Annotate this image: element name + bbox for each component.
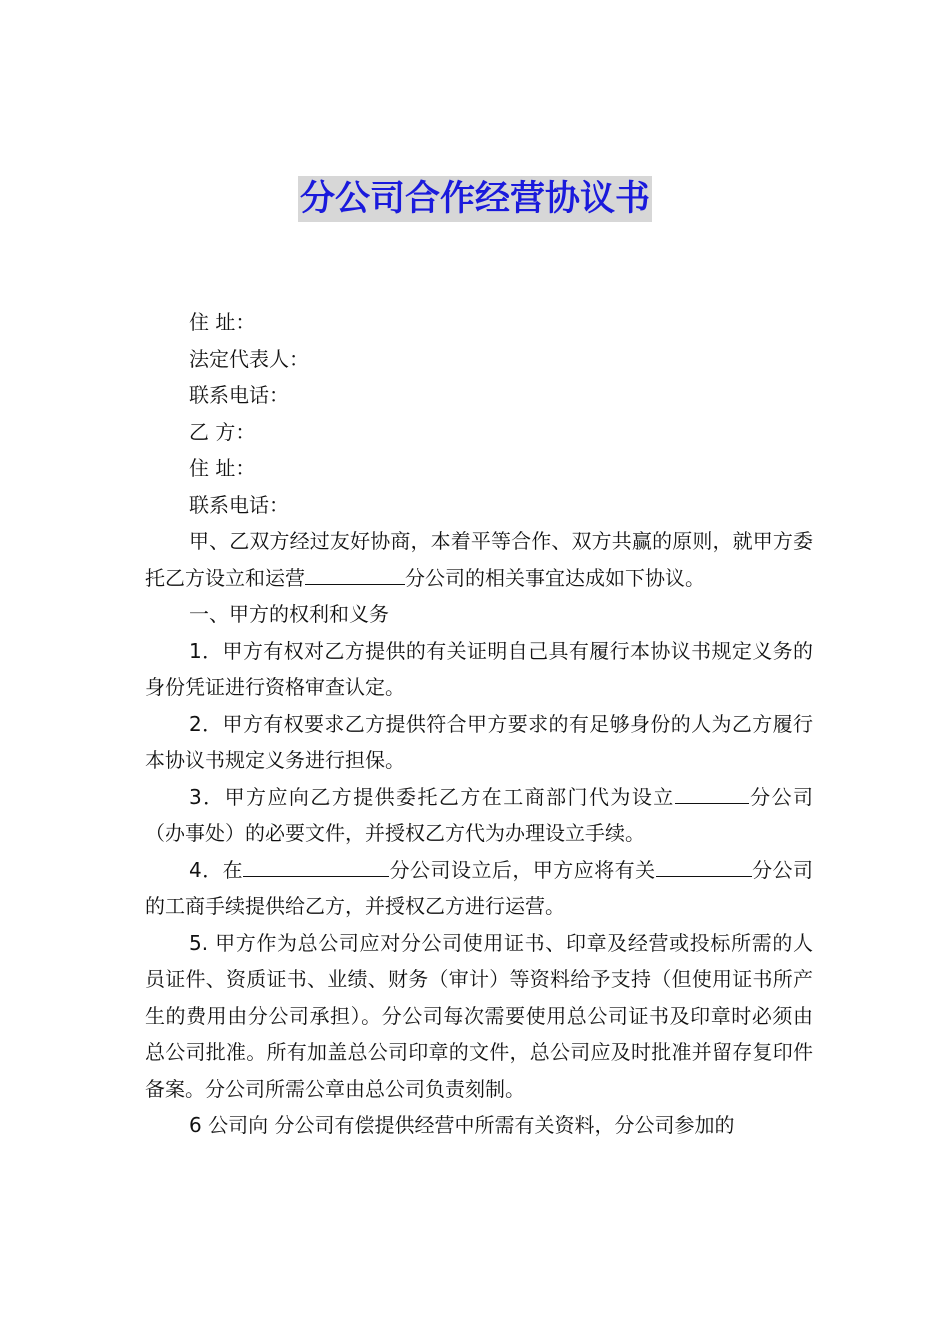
document-title: 分公司合作经营协议书 [298,176,652,222]
party-b-address: 住 址： [189,456,256,480]
fill-blank [243,854,389,877]
document-title-block [0,176,950,222]
intro-paragraph [145,523,813,596]
clause-4-text-c: 分公司的工商手续提供给乙方，并授权乙方进行运营。 [145,857,814,918]
fill-blank [305,562,405,585]
clause-4 [145,852,813,925]
clause-3-text-after: 分公司（办事处）的必要文件，并授权乙方代为办理设立手续。 [145,784,814,845]
party-b-phone: 联系电话： [189,492,289,517]
fill-blank [675,781,749,804]
legal-representative: 法定代表人： [189,346,309,371]
clause-3-text-before: 3．甲方应向乙方提供委托乙方在工商部门代为设立 [189,784,675,809]
clause-6: 6 公司向 分公司有偿提供经营中所需有关资料，分公司参加的 [189,1113,735,1137]
clause-5: 5. 甲方作为总公司应对分公司使用证书、印章及经营或投标所需的人员证件、资质证书、业绩、财务（审计）等资料给予支持（但使用证书所产生的费用由分公司承担）。分公司每次需要使用总公司证书及印章时必须由总公司批准。所有加盖总公司印章的文件，总公司应及时批准并留存复印件备案。分公司所需公章由总公司负责刻制。 [145,930,813,1101]
clause-4-text-a: 4．在 [189,857,244,882]
party-a-phone: 联系电话： [189,383,289,407]
clause-3 [145,779,813,852]
fill-blank [656,854,752,877]
party-b-label: 乙 方： [189,419,256,444]
party-a-address: 住 址： [189,310,256,334]
clause-2: 2．甲方有权要求乙方提供符合甲方要求的有足够身份的人为乙方履行本协议书规定义务进行担保。 [145,711,813,772]
intro-text-before: 甲、乙双方经过友好协商，本着平等合作、双方共赢的原则，就甲方委托乙方设立和运营 [145,529,813,590]
intro-text-after: 分公司的相关事宜达成如下协议。 [405,565,705,590]
clause-1: 1．甲方有权对乙方提供的有关证明自己具有履行本协议书规定义务的身份凭证进行资格审查认定。 [145,638,813,699]
document-body [145,304,813,1144]
section-heading: 一、甲方的权利和义务 [189,602,389,626]
clause-4-text-b: 分公司设立后，甲方应将有关 [389,857,656,882]
